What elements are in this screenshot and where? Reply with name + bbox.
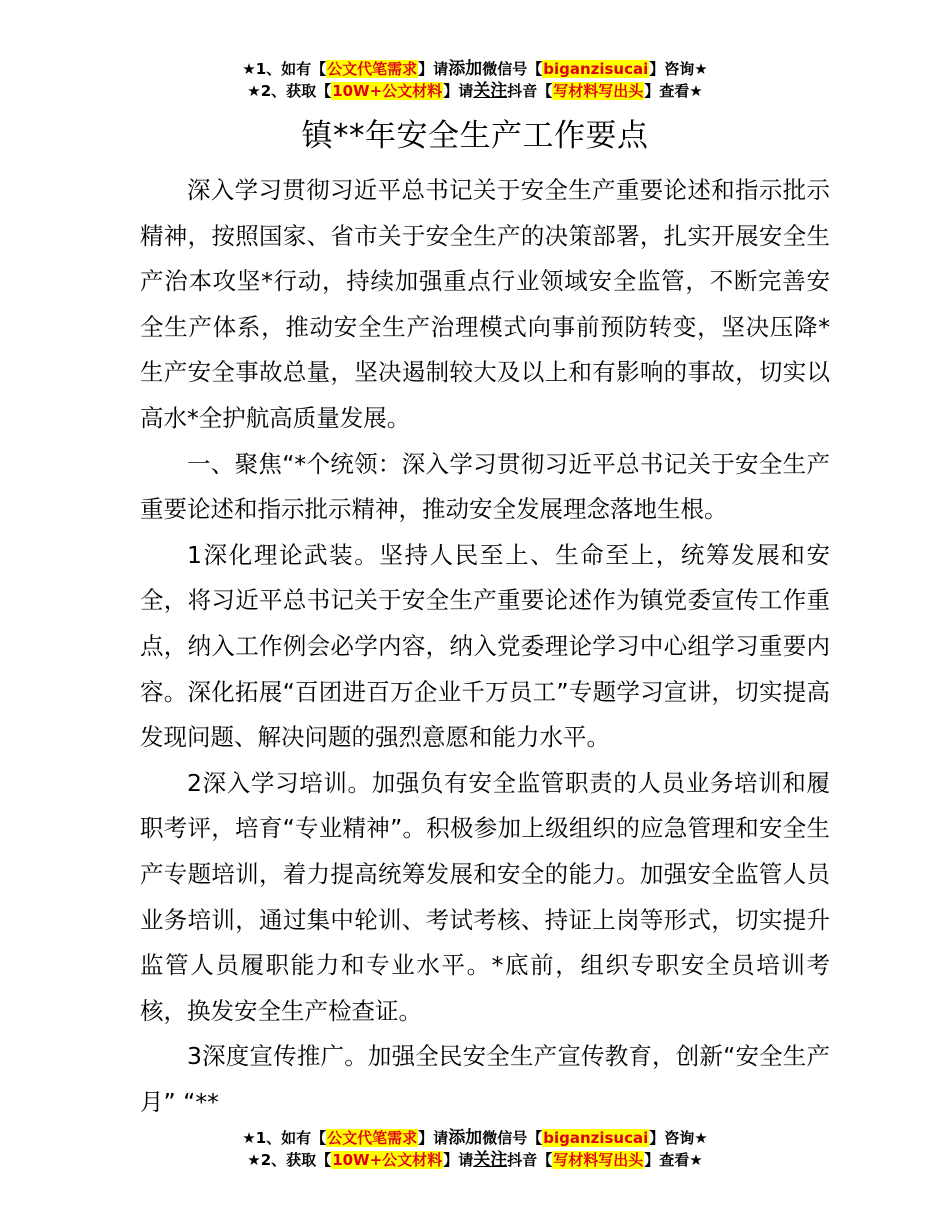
banner-text: 】请 xyxy=(443,1151,474,1169)
footer-banner xyxy=(0,1127,950,1171)
banner-highlight: 10W+公文材料 xyxy=(332,82,443,100)
document-title: 镇**年安全生产工作要点 xyxy=(301,118,649,154)
banner-text: 微信号【 xyxy=(482,1129,543,1147)
banner-highlight: 写材料写出头 xyxy=(553,1151,644,1169)
banner-emphasis: 关注 xyxy=(473,1150,508,1170)
banner-text: 】查看★ xyxy=(644,1151,703,1169)
banner-text: 微信号【 xyxy=(482,60,543,78)
banner-text: 】咨询★ xyxy=(649,60,708,78)
banner-text: ★1、如有【 xyxy=(242,60,327,78)
paragraph-section-1: 一、聚焦“*个统领：深入学习贯彻习近平总书记关于安全生产重要论述和指示批示精神，推动安全发展理念落地生根。 xyxy=(140,449,830,524)
banner-emphasis: 添加 xyxy=(448,1128,483,1148)
banner-text: 抖音【 xyxy=(507,1151,553,1169)
banner-line-2 xyxy=(0,80,950,102)
paragraph-item-2: 2深入学习培训。加强负有安全监管职责的人员业务培训和履职考评，培育“专业精神”。积极参加上级组织的应急管理和安全生产专题培训，着力提高统筹发展和安全的能力。加强安全监管人员业务培训，通过集中轮训、考试考核、持证上岗等形式，切实提升监管人员履职能力和专业水平。*底前，组织专职安全员培训考核，换发安全生产检查证。 xyxy=(140,768,830,1025)
banner-line-2 xyxy=(0,1149,950,1171)
paragraph-item-3: 3深度宣传推广。加强全民安全生产宣传教育，创新“安全生产月” “** xyxy=(140,1042,830,1116)
banner-text: 】查看★ xyxy=(644,82,703,100)
banner-highlight: biganzisucai xyxy=(543,1129,649,1147)
paragraph-intro: 深入学习贯彻习近平总书记关于安全生产重要论述和指示批示精神，按照国家、省市关于安全生产的决策部署，扎实开展安全生产治本攻坚*行动，持续加强重点行业领域安全监管，不断完善安全生产体系，推动安全生产治理模式向事前预防转变，坚决压降*生产安全事故总量，坚决遏制较大及以上和有影响的事故，切实以高水*全护航高质量发展。 xyxy=(140,176,830,432)
document-body xyxy=(140,168,830,1125)
banner-highlight: 公文代笔需求 xyxy=(327,60,418,78)
paragraph-item-1: 1深化理论武装。坚持人民至上、生命至上，统筹发展和安全，将习近平总书记关于安全生产重要论述作为镇党委宣传工作重点，纳入工作例会必学内容，纳入党委理论学习中心组学习重要内容。深化拓展“百团进百万企业千万员工”专题学习宣讲，切实提高发现问题、解决问题的强烈意愿和能力水平。 xyxy=(140,540,830,752)
banner-text: 】咨询★ xyxy=(649,1129,708,1147)
header-banner xyxy=(0,58,950,102)
banner-text: 抖音【 xyxy=(507,82,553,100)
banner-text: 】请 xyxy=(443,82,474,100)
banner-highlight: 10W+公文材料 xyxy=(332,1151,443,1169)
banner-highlight: biganzisucai xyxy=(543,60,649,78)
banner-emphasis: 关注 xyxy=(473,81,508,101)
banner-line-1 xyxy=(0,1127,950,1149)
banner-text: 】请 xyxy=(418,1129,449,1147)
banner-text: ★2、获取【 xyxy=(247,1151,332,1169)
banner-line-1 xyxy=(0,58,950,80)
banner-highlight: 写材料写出头 xyxy=(553,82,644,100)
banner-text: 】请 xyxy=(418,60,449,78)
banner-emphasis: 添加 xyxy=(448,59,483,79)
banner-highlight: 公文代笔需求 xyxy=(327,1129,418,1147)
banner-text: ★1、如有【 xyxy=(242,1129,327,1147)
banner-text: ★2、获取【 xyxy=(247,82,332,100)
